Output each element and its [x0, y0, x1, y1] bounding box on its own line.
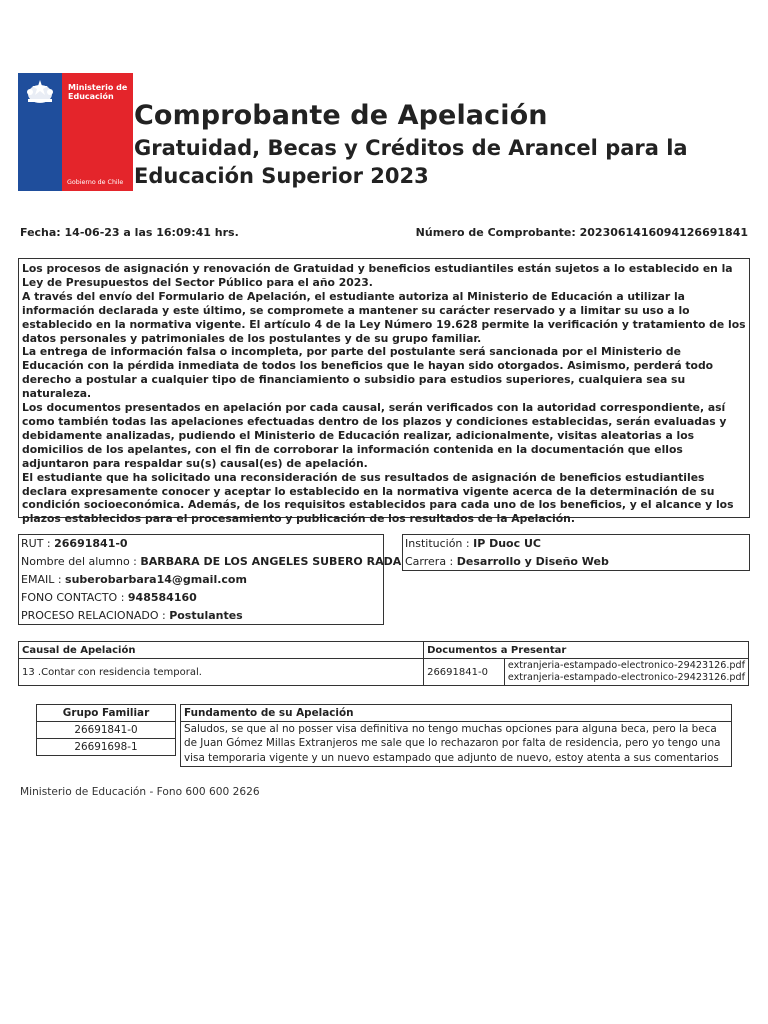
notice-paragraph: Los documentos presentados en apelación por cada causal, serán verificados con la autoridad correspondiente, así como también todas las apelaciones efectuadas dentro de los plazos y condiciones establecidas, serán evaluadas y debidamente analizadas, pudiendo el Ministerio de Educación realizar, adicionalmente, visitas aleatorias a los domicilios de los apelantes, con el fin de corroborar la información contenida en la documentación que ellos adjuntaron para respaldar su(s) causal(es) de apelación. — [22, 401, 727, 470]
nombre-row: Nombre del alumno : BARBARA DE LOS ANGELES SUBERO RADA — [21, 555, 402, 568]
rut-value: 26691841-0 — [54, 537, 128, 550]
logo-ministry-line2: Educación — [68, 92, 114, 101]
doc-file-link[interactable]: extranjeria-estampado-electronico-29423126.pdf — [507, 672, 745, 683]
causal-cell: 13 .Contar con residencia temporal. — [19, 659, 424, 686]
fono-value: 948584160 — [127, 591, 197, 604]
student-info-box — [18, 534, 402, 625]
doc-files-cell — [504, 659, 748, 686]
logo-blue-panel — [18, 73, 62, 191]
grupo-member: 26691841-0 — [37, 722, 176, 739]
doc-rut-cell: 26691841-0 — [424, 659, 505, 686]
logo-red-panel — [62, 73, 133, 191]
carrera-row: Carrera : Desarrollo y Diseño Web — [405, 555, 609, 568]
grupo-header: Grupo Familiar — [37, 705, 176, 722]
coat-of-arms-icon — [22, 77, 58, 107]
comprobante-number: Número de Comprobante: 2023061416094126691841 — [415, 226, 748, 239]
doc-file-link[interactable]: extranjeria-estampado-electronico-29423126.pdf — [507, 660, 745, 671]
notice-paragraph: Los procesos de asignación y renovación de Gratuidad y beneficios estudiantiles están sujetos a lo establecido en la Ley de Presupuestos del Sector Público para el año 2023. — [22, 262, 733, 289]
logo-gobierno-text: Gobierno de Chile — [67, 179, 124, 186]
legal-notice — [18, 258, 750, 526]
table-row — [37, 722, 176, 739]
grupo-member: 26691698-1 — [37, 739, 176, 756]
institucion-value: IP Duoc UC — [473, 537, 541, 550]
table-row — [19, 659, 749, 686]
page-subtitle: Gratuidad, Becas y Créditos de Arancel para la Educación Superior 2023 — [134, 136, 688, 188]
logo-ministry-line1: Ministerio de — [68, 83, 128, 92]
notice-paragraph: A través del envío del Formulario de Apelación, el estudiante autoriza al Ministerio de Educación a utilizar la información declarada y este último, se compromete a mantener su carácter reservado y a limitar su uso a lo establecido en la normativa vigente. El artículo 4 de la Ley Número 19.628 permite la verificación y tratamiento de los datos personales y patrimoniales de los postulantes y de su grupo familiar. — [22, 289, 746, 345]
fundamento-text: Saludos, se que al no posser visa definitiva no tengo muchas opciones para alguna beca, pero la beca de Juan Gómez Millas Extranjeros me sale que lo rechazaron por falta de residencia, pero yo tengo una visa temporaria vigente y un nuevo estampado que adjunto de nuevo, estoy atenta a sus comentarios — [181, 722, 732, 767]
grupo-familiar-table — [36, 704, 176, 756]
notice-paragraph: El estudiante que ha solicitado una reconsideración de sus resultados de asignación de beneficios estudiantiles declara expresamente conocer y aceptar lo establecido en la normativa vigente acerca de la determinación de su condición socioeconómica. Además, de los requisitos establecidos para cada uno de los beneficios, y el alcance y los plazos establecidos para el procesamiento y publicación de los resultados de la Apelación. — [22, 470, 734, 526]
logo-ministry-text — [68, 83, 127, 101]
institution-info-box — [402, 534, 750, 571]
notice-paragraph: La entrega de información falsa o incompleta, por parte del postulante será sancionada por el Ministerio de Educación con la pérdida inmediata de todos los beneficios que le hayan sido otorgados. Asimismo, perderá todo derecho a postular a cualquier tipo de financiamiento o subsidio para estudios superiores, cualquiera sea su naturaleza. — [22, 345, 714, 401]
proceso-row: PROCESO RELACIONADO : Postulantes — [21, 609, 243, 622]
footer-text: Ministerio de Educación - Fono 600 600 2626 — [20, 786, 260, 798]
ministry-logo — [18, 73, 133, 191]
nombre-value: BARBARA DE LOS ANGELES SUBERO RADA — [140, 555, 402, 568]
table-row — [181, 722, 732, 767]
fecha-text: Fecha: 14-06-23 a las 16:09:41 hrs. — [20, 226, 239, 239]
email-value: suberobarbara14@gmail.com — [65, 573, 247, 586]
proceso-value: Postulantes — [169, 609, 243, 622]
table-header-row — [19, 642, 749, 659]
institucion-row: Institución : IP Duoc UC — [405, 537, 541, 550]
fundamento-table — [180, 704, 732, 767]
documentos-header: Documentos a Presentar — [424, 642, 749, 659]
causal-header: Causal de Apelación — [19, 642, 424, 659]
fono-row: FONO CONTACTO : 948584160 — [21, 591, 197, 604]
fundamento-header: Fundamento de su Apelación — [181, 705, 732, 722]
table-row — [37, 739, 176, 756]
causal-table — [18, 641, 749, 686]
carrera-value: Desarrollo y Diseño Web — [456, 555, 609, 568]
rut-row: RUT : 26691841-0 — [21, 537, 128, 550]
page-title: Comprobante de Apelación — [134, 100, 548, 131]
email-row: EMAIL : suberobarbara14@gmail.com — [21, 573, 247, 586]
